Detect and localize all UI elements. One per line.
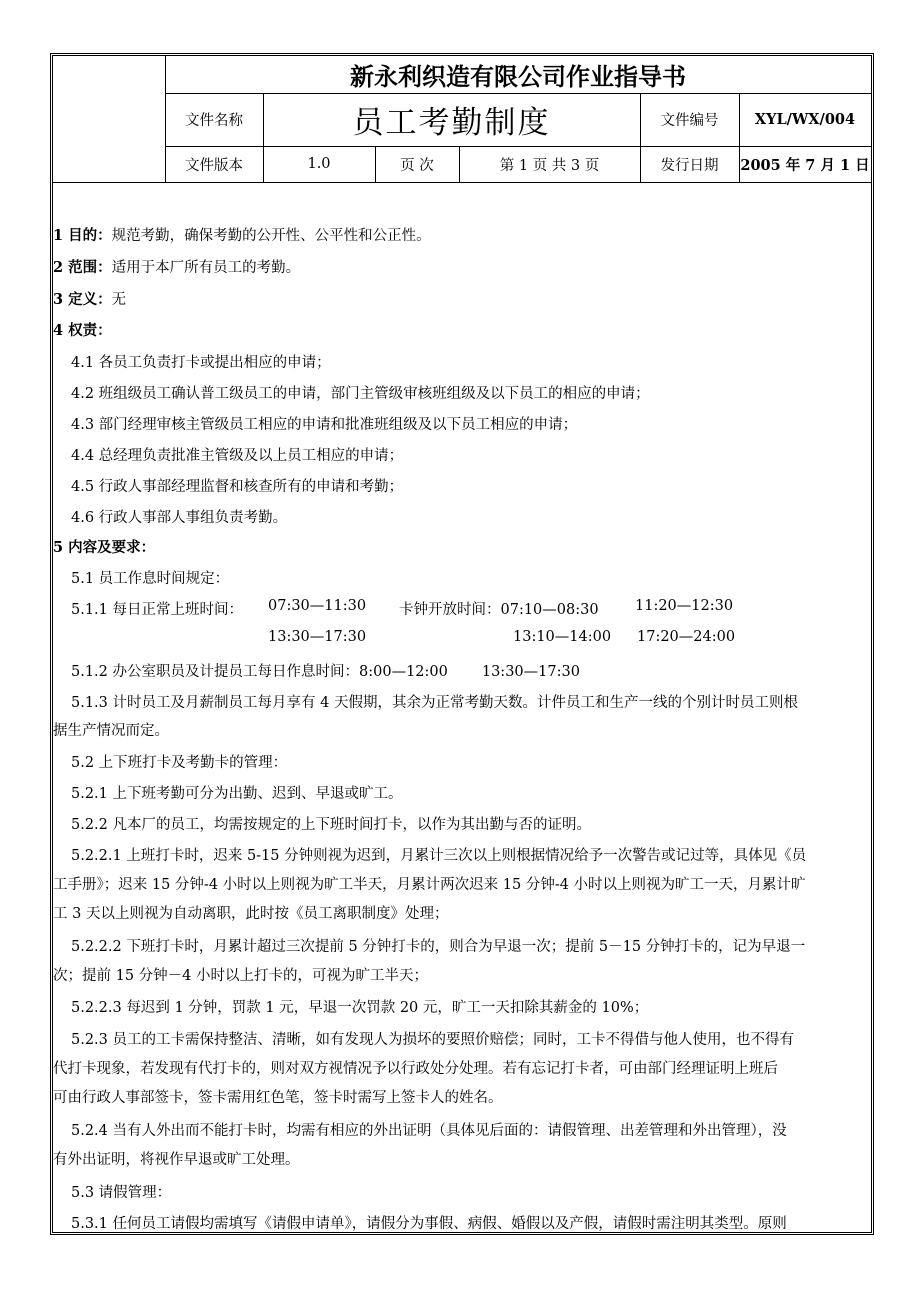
clause-4-6: 4.6 行政人事部人事组负责考勤。 <box>71 510 288 526</box>
clock-open-time-1: 卡钟开放时间：07:10—08:30 <box>399 602 599 618</box>
section-2-heading: 2 范围： <box>53 259 112 276</box>
clause-5-3: 5.3 请假管理： <box>71 1185 172 1201</box>
file-name-label: 文件名称 <box>185 113 243 129</box>
clause-5-2-2-2-line-1: 5.2.2.2 下班打卡时，月累计超过三次提前 5 分钟打卡的，则合为早退一次；提前 5－15 分钟打卡的，记为早退一 <box>71 939 806 955</box>
clause-5-2-2-1-line-2: 工手册》；迟来 15 分钟-4 小时以上则视为旷工半天，月累计两次迟来 15 分钟-4 小时以上则视为旷工一天，月累计旷 <box>53 877 806 893</box>
clause-5-2-1: 5.2.1 上下班考勤可分为出勤、迟到、早退或旷工。 <box>71 786 403 802</box>
date-value: 2005 年 7 月 1 日 <box>740 156 870 174</box>
clause-5-2-2-2-line-2: 次；提前 15 分钟－4 小时以上打卡的，可视为旷工半天； <box>53 968 429 984</box>
clause-5-2: 5.2 上下班打卡及考勤卡的管理： <box>71 755 288 771</box>
section-4-heading: 4 权责： <box>53 322 112 339</box>
clause-5-1-3-line-1: 5.1.3 计时员工及月薪制员工每月享有 4 天假期，其余为正常考勤天数。计件员工和生产一线的个别计时员工则根 <box>71 695 798 711</box>
clause-5-1-2-afternoon: 13:30—17:30 <box>481 664 580 680</box>
clause-5-1-2 <box>71 660 580 681</box>
clause-5-2-4-line-1: 5.2.4 当有人外出而不能打卡时，均需有相应的外出证明（具体见后面的：请假管理、出差管理和外出管理），没 <box>71 1123 787 1139</box>
section-3-heading: 3 定义： <box>53 291 112 308</box>
header-table <box>53 56 871 182</box>
page-label: 页 次 <box>400 157 434 174</box>
company-title: 新永利织造有限公司作业指导书 <box>350 63 686 91</box>
document-frame <box>50 53 874 1235</box>
section-3 <box>53 288 126 309</box>
clause-5-2-2-1-line-1: 5.2.2.1 上班打卡时，迟来 5-15 分钟则视为迟到，月累计三次以上则根据情况给予一次警告或记过等，具体见《员 <box>71 848 807 864</box>
clause-5-1-2-text: 5.1.2 办公室职员及计提员工每日作息时间：8:00—12:00 <box>71 664 448 680</box>
clause-4-1: 4.1 各员工负责打卡或提出相应的申请； <box>71 355 331 371</box>
clause-5-1: 5.1 员工作息时间规定： <box>71 571 230 587</box>
date-label: 发行日期 <box>660 157 719 174</box>
clause-5-2-2: 5.2.2 凡本厂的员工，均需按规定的上下班时间打卡，以作为其出勤与否的证明。 <box>71 817 592 833</box>
clock-open-time-2: 11:20—12:30 <box>635 598 734 614</box>
clause-5-2-2-3: 5.2.2.3 每迟到 1 分钟，罚款 1 元，早退一次罚款 20 元，旷工一天扣除其薪金的 10%； <box>71 1000 649 1016</box>
clause-5-2-4-line-2: 有外出证明，将视作早退或旷工处理。 <box>53 1152 300 1168</box>
clause-5-1-1-label: 5.1.1 每日正常上班时间： <box>71 602 244 618</box>
document-title: 员工考勤制度 <box>352 105 551 141</box>
section-5-heading: 5 内容及要求： <box>53 539 156 556</box>
work-time-afternoon: 13:30—17:30 <box>268 629 367 645</box>
clause-4-5: 4.5 行政人事部经理监督和核查所有的申请和考勤； <box>71 479 404 495</box>
section-2-text: 适用于本厂所有员工的考勤。 <box>111 260 301 276</box>
section-1-text: 规范考勤，确保考勤的公开性、公平性和公正性。 <box>111 228 431 244</box>
clock-open-time-3: 13:10—14:00 <box>513 629 612 645</box>
section-1 <box>53 224 431 245</box>
clause-5-3-1: 5.3.1 任何员工请假均需填写《请假申请单》，请假分为事假、病假、婚假以及产假，请假时需注明其类型。原则 <box>71 1216 787 1232</box>
version-value: 1.0 <box>307 156 331 172</box>
file-no-value: XYL/WX/004 <box>754 111 856 128</box>
clock-open-time-4: 17:20—24:00 <box>637 629 736 645</box>
clause-4-3: 4.3 部门经理审核主管级员工相应的申请和批准班组级及以下员工相应的申请； <box>71 417 578 433</box>
page-value: 第 1 页 共 3 页 <box>499 157 600 174</box>
clause-5-1-3-line-2: 据生产情况而定。 <box>53 723 169 739</box>
clause-5-2-2-1-line-3: 工 3 天以上则视为自动离职，此时按《员工离职制度》处理； <box>53 906 449 922</box>
clause-5-2-3-line-3: 可由行政人事部签卡，签卡需用红色笔，签卡时需写上签卡人的姓名。 <box>53 1090 503 1106</box>
clause-5-2-3-line-1: 5.2.3 员工的工卡需保持整洁、清晰，如有发现人为损坏的要照价赔偿；同时，工卡不得借与他人使用，也不得有 <box>71 1032 794 1048</box>
clause-5-2-3-line-2: 代打卡现象，若发现有代打卡的，则对双方视情况予以行政处分处理。若有忘记打卡者，可由部门经理证明上班后 <box>53 1061 778 1077</box>
version-label: 文件版本 <box>185 157 243 174</box>
clause-4-2: 4.2 班组级员工确认普工级员工的申请，部门主管级审核班组级及以下员工的相应的申请； <box>71 386 650 402</box>
section-2 <box>53 256 300 277</box>
clause-4-4: 4.4 总经理负责批准主管级及以上员工相应的申请； <box>71 448 404 464</box>
section-3-text: 无 <box>111 292 127 308</box>
file-no-label: 文件编号 <box>660 113 719 129</box>
work-time-morning: 07:30—11:30 <box>268 598 367 614</box>
section-1-heading: 1 目的： <box>53 227 112 244</box>
